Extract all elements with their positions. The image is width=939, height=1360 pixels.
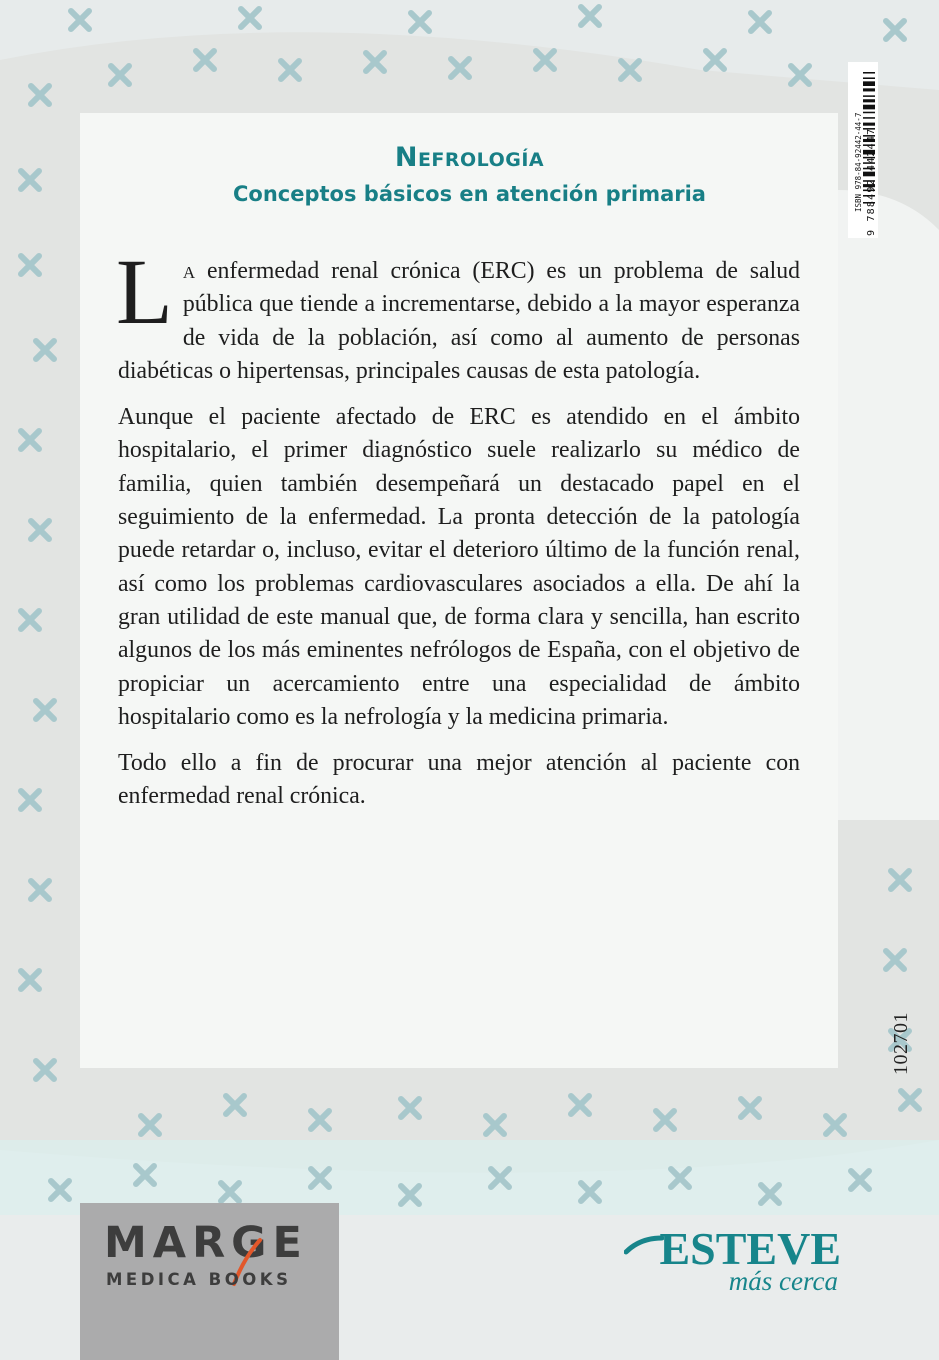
barcode-bar — [863, 81, 875, 86]
paragraph-3: Todo ello a fin de procurar una mejor atención al paciente con enfermedad renal crónica. — [118, 750, 800, 810]
lead-word: a — [182, 258, 196, 284]
book-subtitle: Conceptos básicos en atención primaria — [233, 182, 706, 206]
barcode-bar — [863, 72, 875, 74]
barcode-bar — [863, 112, 875, 114]
publisher-logo-subtext: MEDICA BOOKS — [106, 1270, 292, 1289]
barcode-bar — [863, 95, 875, 97]
isbn-digits: 9 788492 442447 — [866, 127, 877, 236]
book-title: Nefrología — [394, 142, 545, 173]
back-cover-text — [116, 241, 800, 827]
paragraph-1 — [116, 241, 800, 388]
barcode-bar — [863, 117, 875, 119]
barcode-bar — [863, 88, 875, 91]
barcode-bar — [863, 99, 875, 102]
sponsor-tagline: más cerca — [728, 1266, 838, 1296]
sponsor-logo: ESTEVE — [659, 1223, 841, 1274]
barcode-bar — [863, 77, 875, 79]
paragraph-1-text: enfermedad renal crónica (ERC) es un problema de salud pública que tiende a incrementarse, debido a la mayor esperanza de vida de la población, así como al aumento de personas diabéticas o hipertensas, principales causas de esta patología. — [118, 258, 800, 384]
paragraph-2: Aunque el paciente afectado de ERC es atendido en el ámbito hospitalario, el primer diagnóstico suele realizarlo su médico de familia, quien también desempeñará un destacado papel en el seguimiento de la enfermedad. La pronta detección de la patología puede retardar o, incluso, evitar el deterioro último de la función renal, así como los problemas cardiovasculares asociados a ella. De ahí la gran utilidad de este manual que, de forma clara y sencilla, han escrito algunos de los más eminentes nefrólogos de España, con el objetivo de propiciar un acercamiento entre una especialidad de ámbito hospitalario como es la nefrología y la medicina primaria. — [118, 404, 800, 730]
drop-cap: L — [116, 241, 173, 344]
barcode-bar — [863, 123, 875, 126]
isbn-label: ISBN 978-84-92442-44-7 — [854, 112, 863, 212]
barcode-bar — [863, 105, 875, 110]
product-code: 102701 — [890, 1012, 912, 1075]
publisher-logo-text: MARGE — [104, 1218, 308, 1268]
